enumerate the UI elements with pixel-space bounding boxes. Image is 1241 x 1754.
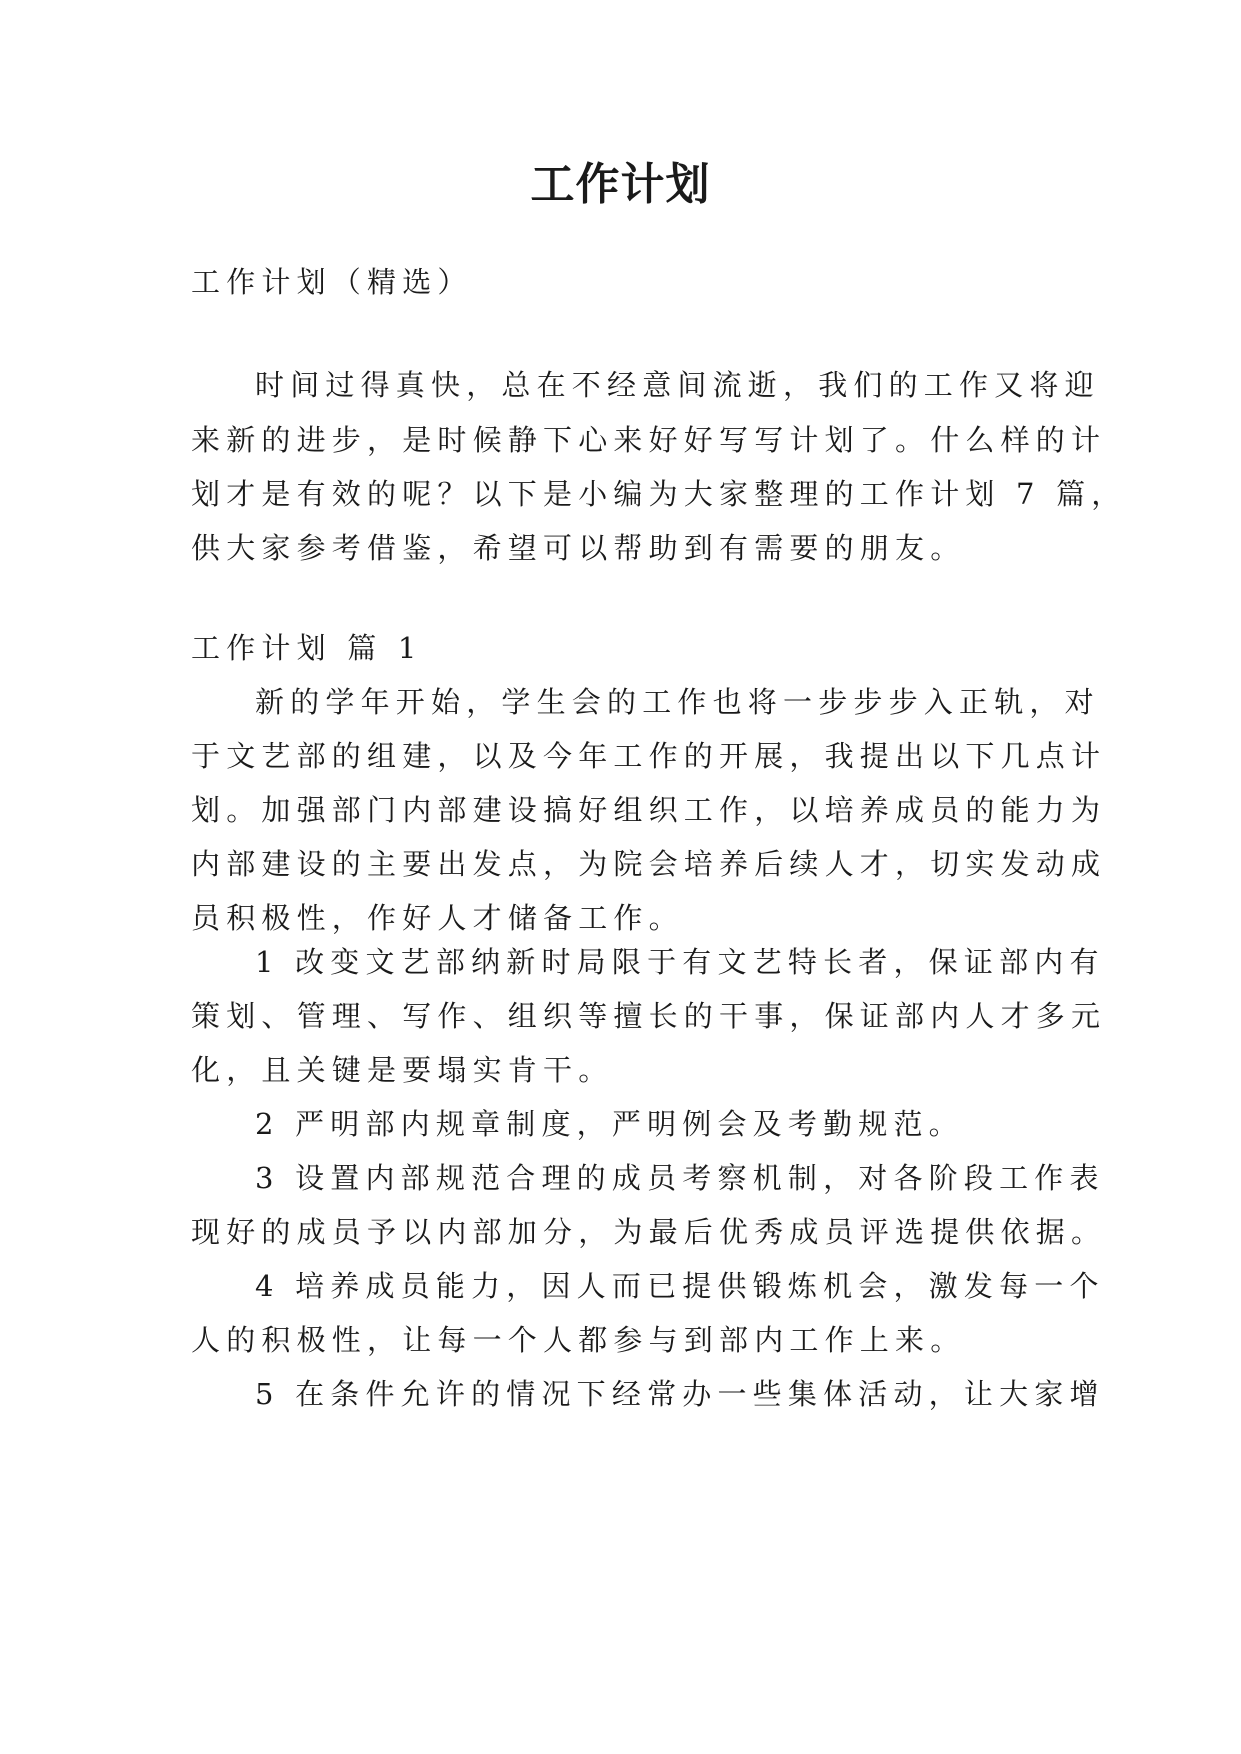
body-line: 化，且关键是要塌实肯干。	[191, 1053, 614, 1087]
section-heading: 工作计划 篇 1	[191, 631, 423, 665]
intro-line: 来新的进步，是时候静下心来好好写写计划了。什么样的计	[191, 423, 1107, 457]
body-line: 于文艺部的组建，以及今年工作的开展，我提出以下几点计	[191, 739, 1107, 773]
body-line: 人的积极性，让每一个人都参与到部内工作上来。	[191, 1323, 966, 1357]
body-line: 划。加强部门内部建设搞好组织工作，以培养成员的能力为	[191, 793, 1107, 827]
intro-line: 时间过得真快，总在不经意间流逝，我们的工作又将迎	[255, 368, 1100, 402]
body-line: 5 在条件允许的情况下经常办一些集体活动，让大家增	[255, 1377, 1105, 1411]
body-line: 4 培养成员能力，因人而已提供锻炼机会，激发每一个	[255, 1269, 1105, 1303]
body-line: 2 严明部内规章制度，严明例会及考勤规范。	[255, 1107, 964, 1141]
body-line: 新的学年开始，学生会的工作也将一步步步入正轨，对	[255, 685, 1100, 719]
intro-line: 供大家参考借鉴，希望可以帮助到有需要的朋友。	[191, 531, 966, 565]
body-line: 内部建设的主要出发点，为院会培养后续人才，切实发动成	[191, 847, 1107, 881]
document-subtitle: 工作计划（精选）	[191, 265, 473, 299]
intro-line: 划才是有效的呢？以下是小编为大家整理的工作计划 7 篇，	[191, 477, 1127, 511]
body-line: 员积极性，作好人才储备工作。	[191, 901, 684, 935]
body-line: 3 设置内部规范合理的成员考察机制，对各阶段工作表	[255, 1161, 1105, 1195]
document-title: 工作计划	[530, 159, 711, 210]
body-line: 1 改变文艺部纳新时局限于有文艺特长者，保证部内有	[255, 945, 1105, 979]
body-line: 策划、管理、写作、组织等擅长的干事，保证部内人才多元	[191, 999, 1107, 1033]
body-line: 现好的成员予以内部加分，为最后优秀成员评选提供依据。	[191, 1215, 1107, 1249]
